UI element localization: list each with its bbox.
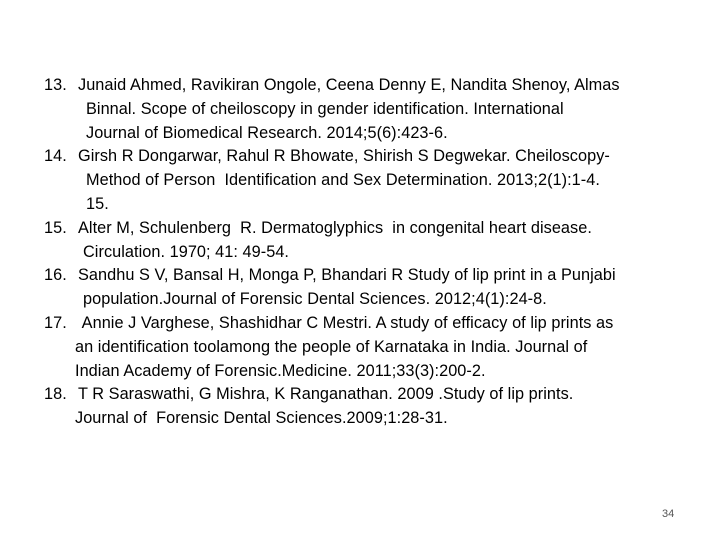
reference-line: Journal of Forensic Dental Sciences.2009;1:28-31.: [75, 409, 448, 428]
reference-item-14: [44, 145, 694, 216]
reference-item-17: [44, 312, 694, 383]
reference-text: Junaid Ahmed, Ravikiran Ongole, Ceena Denny E, Nandita Shenoy, Almas: [78, 76, 620, 94]
reference-number: 14.: [44, 147, 67, 166]
reference-item-18: [44, 383, 694, 431]
page-number: 34: [662, 508, 675, 520]
reference-line: an identification toolamong the people of Karnataka in India. Journal of: [75, 337, 588, 356]
reference-item-15: [44, 217, 694, 265]
reference-item-16: [44, 264, 694, 312]
reference-line: [44, 74, 694, 98]
reference-line: [44, 264, 694, 288]
reference-line: Journal of Biomedical Research. 2014;5(6):423-6.: [86, 123, 448, 142]
reference-number: 16.: [44, 266, 67, 285]
reference-line: [44, 217, 694, 241]
reference-number: 15.: [44, 218, 67, 237]
reference-item-13: [44, 74, 694, 145]
reference-line: Indian Academy of Forensic.Medicine. 2011;33(3):200-2.: [75, 361, 486, 380]
reference-line: 15.: [86, 194, 109, 213]
reference-text: Girsh R Dongarwar, Rahul R Bhowate, Shirish S Degwekar. Cheiloscopy-: [78, 147, 610, 166]
reference-line: Binnal. Scope of cheiloscopy in gender identification. International: [86, 99, 564, 118]
reference-number: 13.: [44, 76, 67, 94]
reference-list: [44, 74, 694, 431]
reference-line: population.Journal of Forensic Dental Sciences. 2012;4(1):24-8.: [83, 290, 547, 309]
reference-number: 17.: [44, 313, 67, 332]
reference-line: Method of Person Identification and Sex Determination. 2013;2(1):1-4.: [86, 171, 600, 190]
reference-text: Annie J Varghese, Shashidhar C Mestri. A study of efficacy of lip prints as: [78, 313, 614, 332]
reference-line: [44, 145, 694, 169]
reference-line: Circulation. 1970; 41: 49-54.: [83, 242, 289, 261]
reference-number: 18.: [44, 385, 67, 404]
reference-text: Alter M, Schulenberg R. Dermatoglyphics in congenital heart disease.: [78, 218, 592, 237]
reference-text: Sandhu S V, Bansal H, Monga P, Bhandari R Study of lip print in a Punjabi: [78, 266, 616, 285]
reference-line: [44, 383, 694, 407]
reference-text: T R Saraswathi, G Mishra, K Ranganathan. 2009 .Study of lip prints.: [78, 385, 574, 404]
reference-line: [44, 312, 694, 336]
